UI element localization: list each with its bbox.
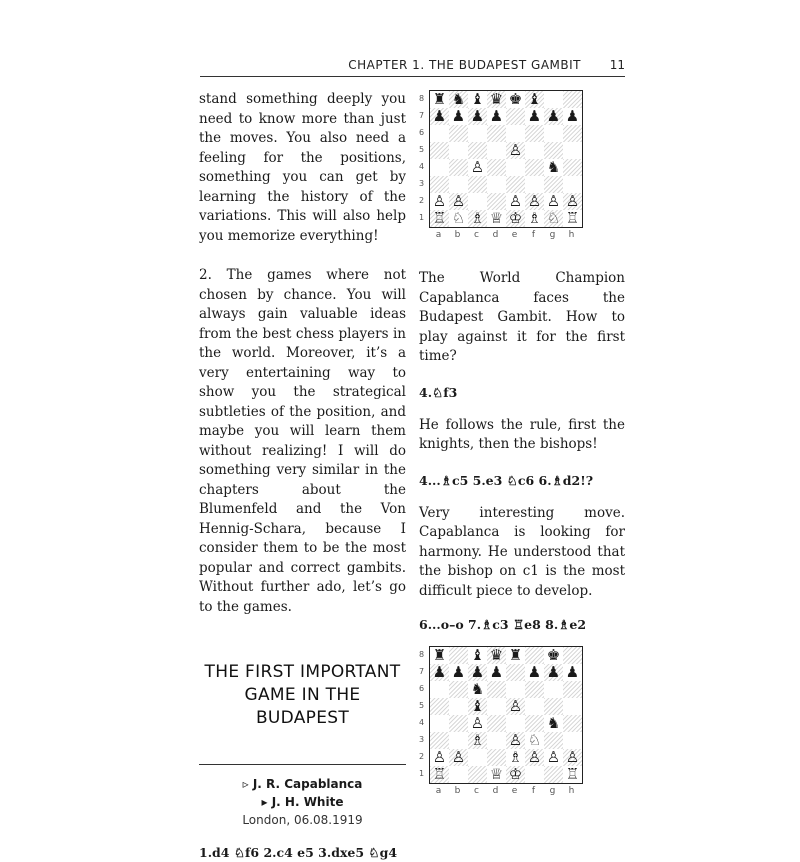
white-player: ▹ J. R. Capablanca	[242, 777, 363, 791]
chess-piece-square: ♙	[506, 698, 525, 715]
chess-piece-square: ♖	[563, 210, 582, 227]
chess-piece-square: ♖	[430, 766, 449, 783]
file-label: a	[435, 786, 442, 796]
section-title	[199, 661, 406, 730]
file-label: d	[492, 230, 499, 240]
rank-label: 5	[419, 145, 425, 154]
chess-piece-square: ♙	[525, 749, 544, 766]
chess-square	[487, 193, 506, 210]
body-paragraph: He follows the rule, first the knights, then the bishops!	[419, 416, 625, 452]
right-column	[419, 90, 625, 811]
chess-square	[563, 732, 582, 749]
chess-piece-square: ♟	[487, 664, 506, 681]
chess-piece-square: ♞	[468, 681, 487, 698]
chess-square	[430, 681, 449, 698]
file-label: g	[549, 786, 556, 796]
chess-square	[487, 142, 506, 159]
chess-square	[525, 681, 544, 698]
game-players	[199, 775, 406, 829]
chess-board	[429, 90, 583, 228]
chess-square	[449, 766, 468, 783]
chess-square	[449, 715, 468, 732]
left-column	[199, 90, 406, 862]
chapter-title: CHAPTER 1. THE BUDAPEST GAMBIT	[348, 58, 581, 72]
chess-piece-square: ♞	[544, 715, 563, 732]
chess-piece-square: ♖	[430, 210, 449, 227]
rank-label: 6	[419, 684, 425, 693]
chess-piece-square: ♙	[563, 749, 582, 766]
rank-label: 3	[419, 735, 425, 744]
chess-piece-square: ♝	[468, 647, 487, 664]
chess-square	[544, 142, 563, 159]
chess-piece-square: ♟	[430, 664, 449, 681]
rank-labels	[419, 90, 428, 226]
file-label: b	[454, 786, 461, 796]
chess-piece-square: ♘	[449, 210, 468, 227]
rank-label: 7	[419, 111, 425, 120]
chess-piece-square: ♟	[468, 664, 487, 681]
file-labels	[429, 230, 581, 240]
chess-square	[449, 681, 468, 698]
chess-piece-square: ♛	[487, 647, 506, 664]
chess-square	[563, 647, 582, 664]
body-paragraph: Very interesting move. Capablanca is looking for harmony. He understood that the bishop on c1 is the most difficult piece to develop.	[419, 504, 625, 599]
chess-square	[468, 142, 487, 159]
chess-square	[563, 698, 582, 715]
chess-square	[506, 664, 525, 681]
chess-square	[525, 142, 544, 159]
file-label: e	[511, 230, 518, 240]
chess-piece-square: ♟	[525, 108, 544, 125]
chess-piece-square: ♕	[487, 210, 506, 227]
chess-square	[544, 732, 563, 749]
chess-square	[506, 715, 525, 732]
chess-square	[449, 142, 468, 159]
chess-square	[449, 647, 468, 664]
file-label: a	[435, 230, 442, 240]
chess-piece-square: ♙	[506, 142, 525, 159]
rank-label: 4	[419, 718, 425, 727]
chess-piece-square: ♚	[506, 91, 525, 108]
chess-piece-square: ♘	[525, 732, 544, 749]
section-title-line-1: THE FIRST IMPORTANT	[204, 662, 401, 682]
section-title-line-2: GAME IN THE BUDAPEST	[244, 685, 361, 728]
file-label: d	[492, 786, 499, 796]
chess-square	[430, 176, 449, 193]
move-text: 4.♘f3	[419, 384, 458, 400]
body-paragraph: The World Champion Capablanca faces the Budapest Gambit. How to play against it for the first time?	[419, 270, 625, 364]
chess-square	[506, 176, 525, 193]
chess-square	[544, 91, 563, 108]
chess-piece-square: ♟	[525, 664, 544, 681]
move-text: 4...♗c5 5.e3 ♘c6 6.♗d2!?	[419, 472, 594, 488]
chess-piece-square: ♔	[506, 766, 525, 783]
chess-square	[468, 193, 487, 210]
chess-square	[487, 749, 506, 766]
chess-square	[468, 125, 487, 142]
chess-square	[506, 125, 525, 142]
file-label: f	[531, 230, 536, 240]
chess-board	[429, 646, 583, 784]
chess-square	[525, 698, 544, 715]
chess-piece-square: ♙	[468, 715, 487, 732]
chess-square	[544, 176, 563, 193]
rank-label: 3	[419, 179, 425, 188]
chess-square	[525, 715, 544, 732]
chess-square	[468, 749, 487, 766]
page-number: 11	[609, 58, 625, 72]
chess-square	[468, 766, 487, 783]
chess-piece-square: ♟	[468, 108, 487, 125]
move-text: 6...o–o 7.♗c3 ♖e8 8.♗e2	[419, 617, 587, 632]
chess-piece-square: ♜	[506, 647, 525, 664]
chess-piece-square: ♔	[506, 210, 525, 227]
chess-piece-square: ♛	[487, 91, 506, 108]
rank-label: 1	[419, 769, 425, 778]
game-location: London, 06.08.1919	[242, 813, 363, 827]
move-text: 1.d4 ♘f6 2.c4 e5 3.dxe5 ♘g4	[199, 845, 398, 860]
chess-piece-square: ♘	[544, 210, 563, 227]
chess-piece-square: ♕	[487, 766, 506, 783]
chess-square	[544, 681, 563, 698]
chess-square	[563, 142, 582, 159]
rank-label: 5	[419, 701, 425, 710]
chess-square	[430, 732, 449, 749]
chess-piece-square: ♝	[525, 91, 544, 108]
chess-piece-square: ♙	[449, 193, 468, 210]
rank-label: 1	[419, 213, 425, 222]
chess-piece-square: ♙	[430, 193, 449, 210]
chess-square	[544, 125, 563, 142]
chess-square	[449, 159, 468, 176]
file-label: h	[568, 786, 575, 796]
chess-piece-square: ♜	[430, 91, 449, 108]
chess-square	[544, 766, 563, 783]
file-label: c	[474, 786, 479, 796]
chess-square	[563, 176, 582, 193]
chess-piece-square: ♞	[544, 159, 563, 176]
chess-square	[525, 176, 544, 193]
chess-square	[525, 647, 544, 664]
chess-piece-square: ♙	[525, 193, 544, 210]
chess-piece-square: ♝	[468, 91, 487, 108]
chess-square	[487, 698, 506, 715]
chess-piece-square: ♙	[563, 193, 582, 210]
file-label: e	[511, 786, 518, 796]
chess-piece-square: ♟	[563, 108, 582, 125]
chess-piece-square: ♙	[506, 732, 525, 749]
chess-piece-square: ♟	[544, 664, 563, 681]
chess-piece-square: ♚	[544, 647, 563, 664]
file-label: g	[549, 230, 556, 240]
chess-square	[449, 125, 468, 142]
chess-piece-square: ♙	[544, 193, 563, 210]
body-paragraph: 2. The games where not chosen by chance. You will always gain valuable ideas from the best chess players in the world. Moreover, it’s a very entertaining way to show you the strategical subtleties of the position, and maybe you will learn them without realizing! I will do something very similar in the chapters about the Blumenfeld and the Von Hennig-Schara, because I consider them to be the most popular and correct gambits. Without further ado, let’s go to the games.	[199, 267, 406, 615]
chess-piece-square: ♗	[468, 210, 487, 227]
rank-label: 2	[419, 752, 425, 761]
chess-square	[449, 698, 468, 715]
chess-piece-square: ♟	[449, 108, 468, 125]
chess-square	[487, 176, 506, 193]
chess-piece-square: ♟	[563, 664, 582, 681]
chess-piece-square: ♙	[430, 749, 449, 766]
chess-diagram-2	[419, 646, 589, 811]
chess-piece-square: ♟	[544, 108, 563, 125]
black-player: ▸ J. H. White	[261, 795, 344, 809]
chess-square	[468, 176, 487, 193]
chess-piece-square: ♟	[430, 108, 449, 125]
chess-square	[430, 142, 449, 159]
chess-square	[487, 125, 506, 142]
chess-square	[525, 125, 544, 142]
body-paragraph: stand something deeply you need to know more than just the moves. You also need a feeling for the positions, something you can get by learning the history of the variations. This will also help you memorize everything!	[199, 91, 406, 244]
chess-square	[449, 732, 468, 749]
file-labels	[429, 786, 581, 796]
chess-square	[506, 108, 525, 125]
chess-square	[563, 91, 582, 108]
chess-square	[487, 715, 506, 732]
chess-piece-square: ♙	[468, 159, 487, 176]
chess-piece-square: ♖	[563, 766, 582, 783]
chess-square	[430, 125, 449, 142]
rank-label: 4	[419, 162, 425, 171]
file-label: h	[568, 230, 575, 240]
page-header	[200, 58, 625, 76]
chess-square	[506, 681, 525, 698]
rank-labels	[419, 646, 428, 782]
file-label: b	[454, 230, 461, 240]
chess-piece-square: ♗	[506, 749, 525, 766]
file-label: c	[474, 230, 479, 240]
rank-label: 2	[419, 196, 425, 205]
chess-square	[487, 159, 506, 176]
chess-square	[430, 159, 449, 176]
chess-piece-square: ♙	[506, 193, 525, 210]
rank-label: 7	[419, 667, 425, 676]
chess-square	[430, 715, 449, 732]
chess-square	[563, 159, 582, 176]
chess-square	[563, 715, 582, 732]
rank-label: 8	[419, 650, 425, 659]
chess-square	[487, 732, 506, 749]
chess-square	[525, 159, 544, 176]
chess-piece-square: ♞	[449, 91, 468, 108]
chess-piece-square: ♟	[449, 664, 468, 681]
chess-piece-square: ♝	[468, 698, 487, 715]
chess-square	[487, 681, 506, 698]
chess-square	[544, 698, 563, 715]
chess-diagram-1	[419, 90, 589, 255]
chess-square	[563, 681, 582, 698]
chess-piece-square: ♟	[487, 108, 506, 125]
chess-piece-square: ♙	[449, 749, 468, 766]
chess-piece-square: ♗	[525, 210, 544, 227]
file-label: f	[531, 786, 536, 796]
header-rule	[200, 76, 625, 77]
chess-square	[449, 176, 468, 193]
rank-label: 6	[419, 128, 425, 137]
chess-square	[563, 125, 582, 142]
chess-square	[430, 698, 449, 715]
chess-piece-square: ♜	[430, 647, 449, 664]
chess-piece-square: ♙	[544, 749, 563, 766]
chess-square	[506, 159, 525, 176]
chess-piece-square: ♗	[468, 732, 487, 749]
chess-square	[525, 766, 544, 783]
rank-label: 8	[419, 94, 425, 103]
